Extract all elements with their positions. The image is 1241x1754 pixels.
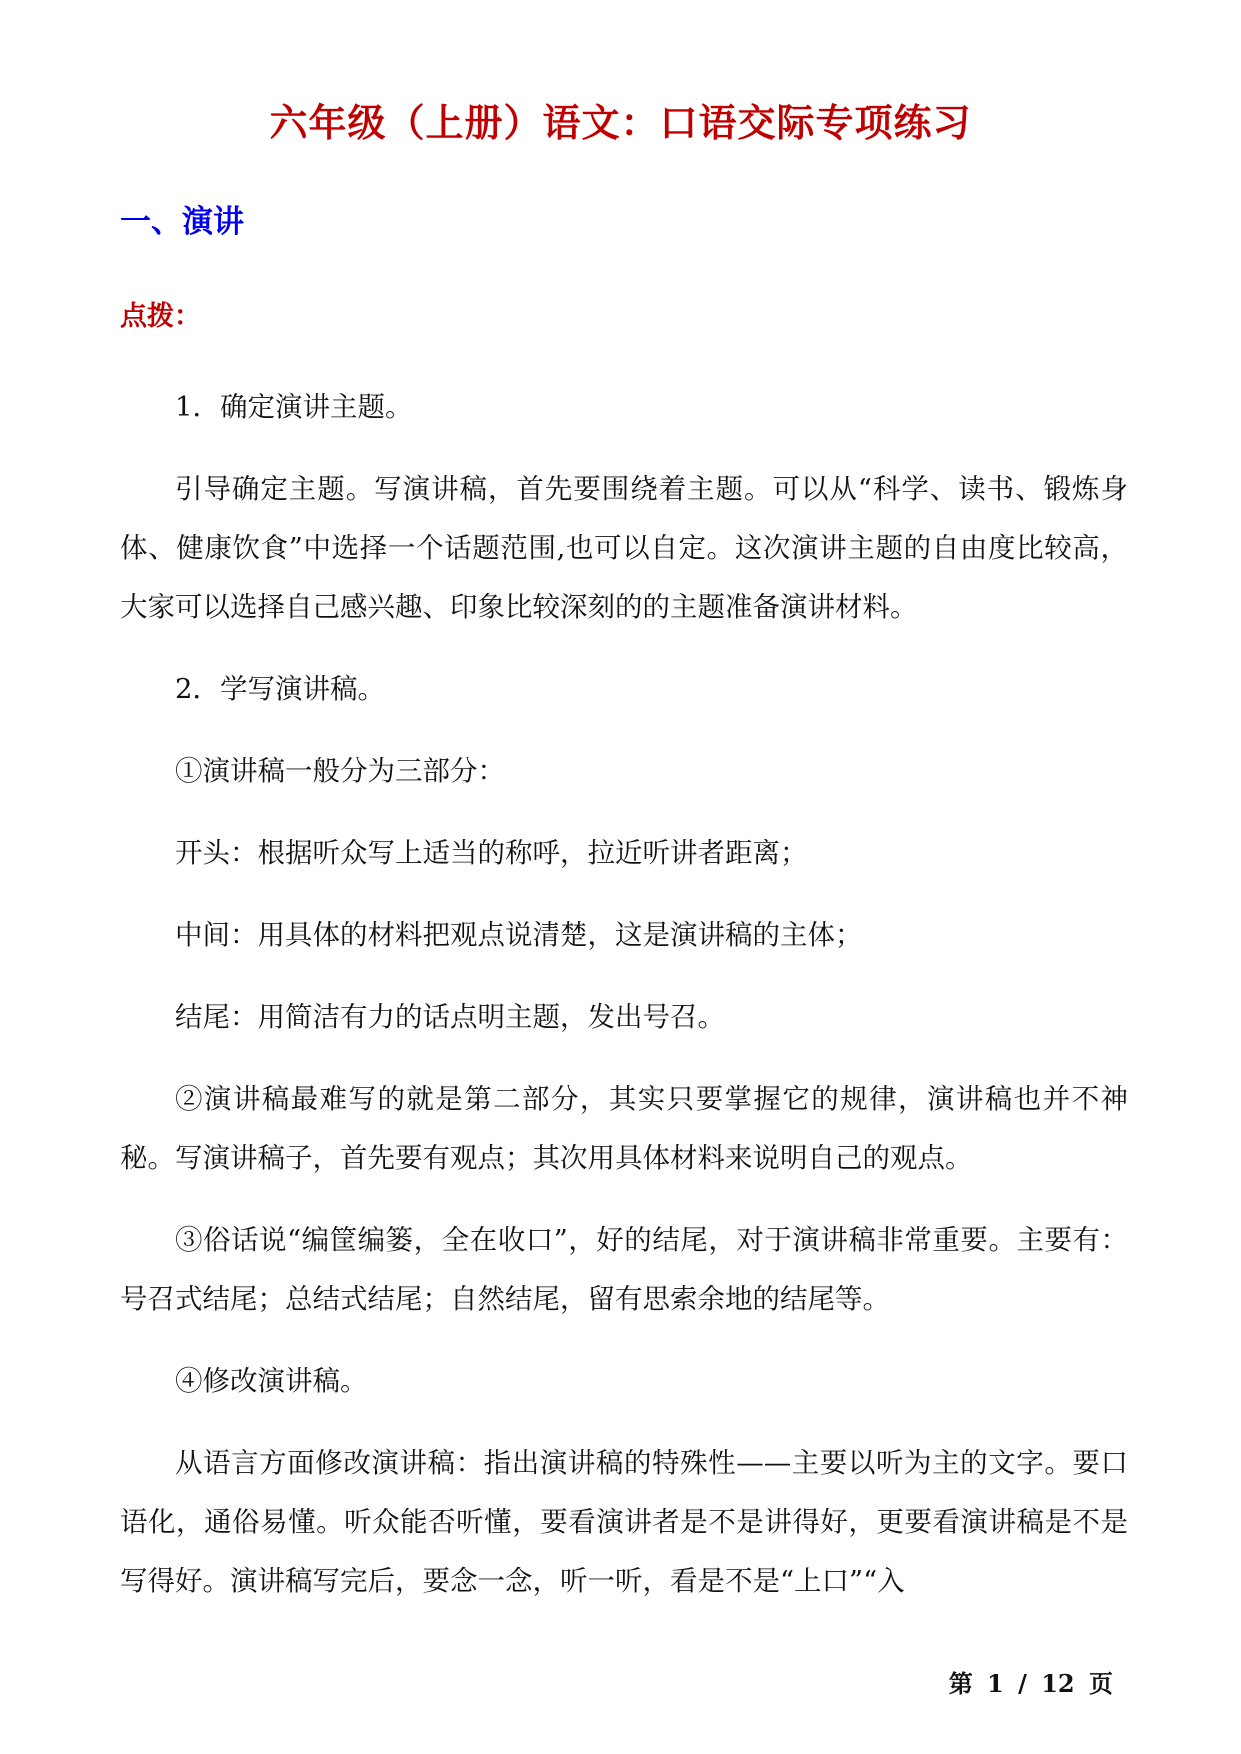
paragraph: ②演讲稿最难写的就是第二部分，其实只要掌握它的规律，演讲稿也并不神秘。写演讲稿子，首先要有观点；其次用具体材料来说明自己的观点。	[120, 1083, 1128, 1174]
paragraph: 中间：用具体的材料把观点说清楚，这是演讲稿的主体；	[175, 919, 863, 951]
section-heading: 一、演讲	[120, 204, 244, 240]
paragraph: 1．确定演讲主题。	[175, 391, 413, 423]
document-title: 六年级（上册）语文：口语交际专项练习	[269, 100, 972, 145]
paragraph: 开头：根据听众写上适当的称呼，拉近听讲者距离；	[175, 837, 808, 869]
body-content	[120, 378, 1128, 1611]
paragraph: ④修改演讲稿。	[175, 1365, 368, 1397]
paragraph: 从语言方面修改演讲稿：指出演讲稿的特殊性——主要以听为主的文字。要口语化，通俗易懂。听众能否听懂，要看演讲者是不是讲得好，更要看演讲稿是不是写得好。演讲稿写完后，要念一念，听一听，看是不是“上口”“入	[120, 1447, 1128, 1597]
page-number: 第 1 / 12 页	[948, 1669, 1113, 1698]
paragraph: 结尾：用简洁有力的话点明主题，发出号召。	[175, 1001, 725, 1033]
paragraph: ③俗话说“编筐编篓，全在收口”，好的结尾，对于演讲稿非常重要。主要有：号召式结尾；总结式结尾；自然结尾，留有思索余地的结尾等。	[120, 1224, 1128, 1315]
paragraph: ①演讲稿一般分为三部分：	[175, 755, 505, 787]
paragraph: 引导确定主题。写演讲稿，首先要围绕着主题。可以从“科学、读书、锻炼身体、健康饮食”中选择一个话题范围,也可以自定。这次演讲主题的自由度比较高，大家可以选择自己感兴趣、印象比较深刻的的主题准备演讲材料。	[120, 473, 1128, 623]
subheading: 点拨：	[120, 301, 201, 332]
paragraph: 2．学写演讲稿。	[175, 673, 385, 705]
